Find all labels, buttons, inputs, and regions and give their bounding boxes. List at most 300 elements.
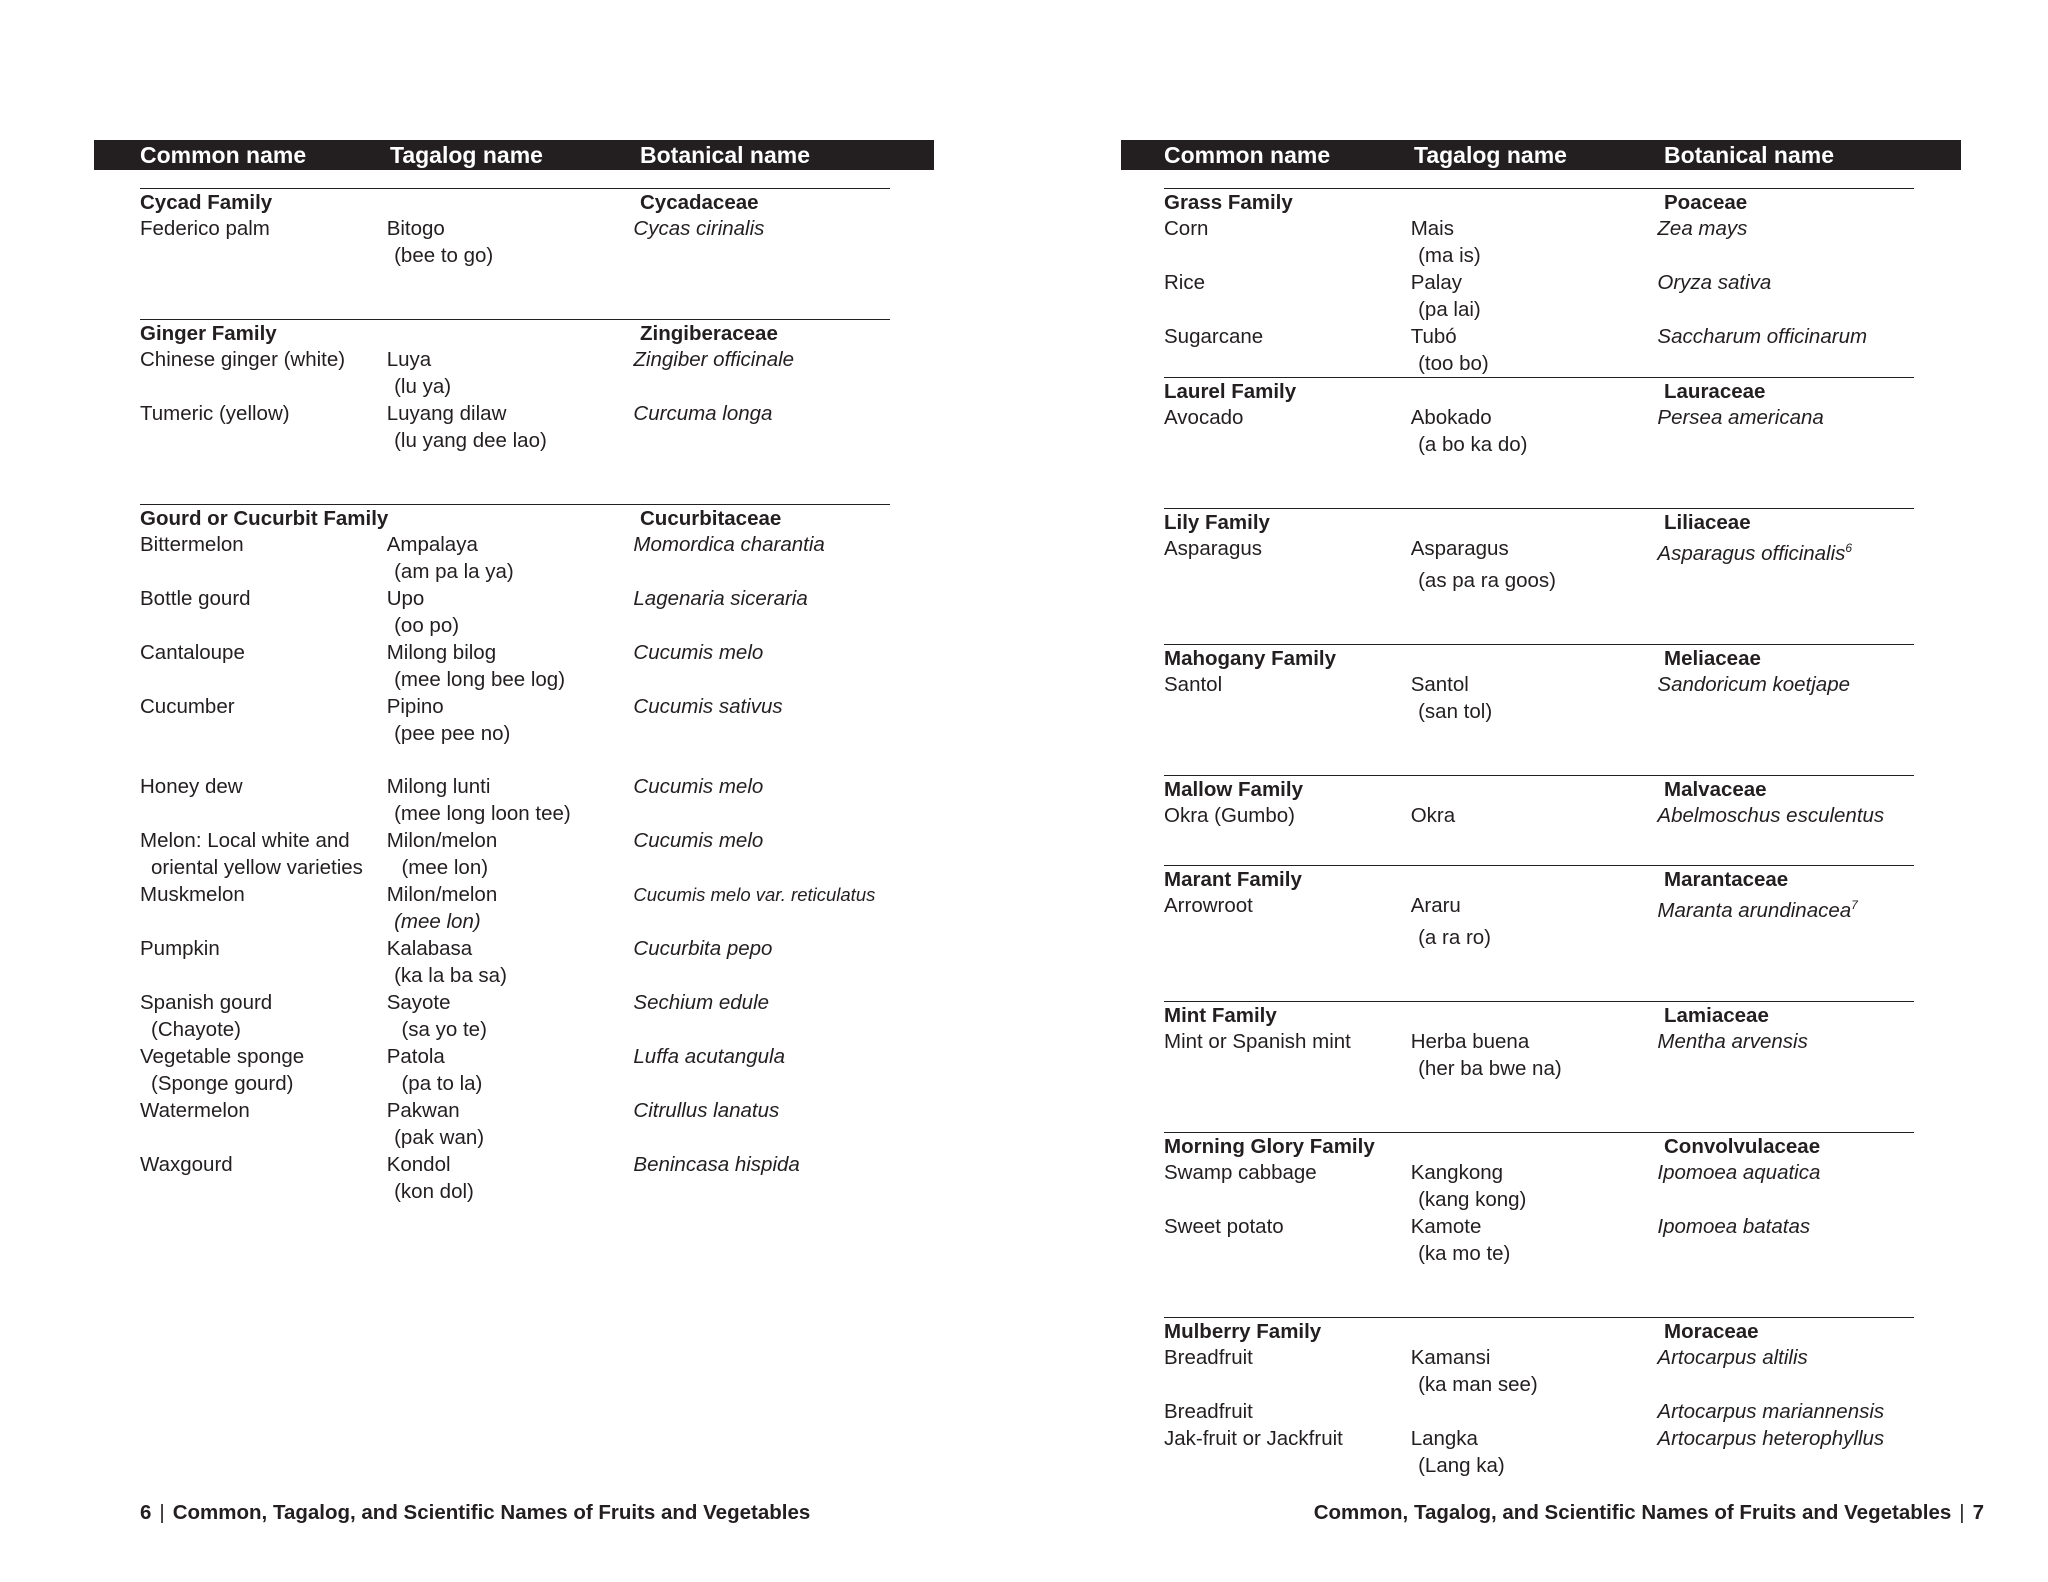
table-row — [1164, 1371, 1914, 1398]
botanical-name — [633, 1151, 890, 1178]
botanical-name — [1661, 567, 1914, 594]
family-header — [140, 320, 890, 346]
table-row — [1164, 323, 1914, 350]
tagalog-name: (kon dol) — [394, 1180, 474, 1203]
tagalog-name: Pakwan — [386, 1099, 460, 1122]
family-botanical: Convolvulaceae — [1664, 1134, 1821, 1158]
table-row — [140, 639, 890, 666]
botanical-text: Momordica charantia — [633, 533, 825, 556]
family-name: Lily Family — [1164, 511, 1270, 534]
family-botanical: Cycadaceae — [640, 191, 759, 214]
botanical-text: Ipomoea aquatica — [1657, 1160, 1821, 1184]
common-name — [1164, 350, 1407, 377]
table-body — [1164, 188, 1914, 1479]
table-row — [140, 1043, 890, 1070]
family-header — [1164, 509, 1914, 535]
common-name: Mint or Spanish mint — [1164, 1029, 1351, 1053]
table-row — [1164, 350, 1914, 377]
table-body — [140, 188, 890, 1205]
tagalog-name: (a bo ka do) — [1418, 433, 1528, 456]
header-tagalog: Tagalog name — [390, 142, 543, 168]
common-name — [140, 908, 383, 935]
botanical-name — [1657, 323, 1914, 350]
tagalog-name: (pee pee no) — [394, 722, 511, 745]
family-section — [1164, 865, 1914, 951]
common-name: Santol — [1164, 672, 1223, 696]
table-row — [140, 612, 890, 639]
table-row — [140, 427, 890, 454]
family-header — [140, 189, 890, 215]
tagalog-name: Kalabasa — [386, 937, 473, 960]
table-row — [140, 827, 890, 854]
common-name: Bottle gourd — [140, 587, 251, 610]
tagalog-name: (sa yo te) — [401, 1018, 487, 1041]
table-row — [140, 1070, 890, 1097]
botanical-text: Cucumis melo — [633, 641, 764, 664]
tagalog-name: (san tol) — [1418, 699, 1493, 723]
tagalog-name: (pa to la) — [401, 1072, 483, 1095]
botanical-text: Persea americana — [1657, 406, 1824, 429]
tagalog-name: (Lang ka) — [1418, 1453, 1505, 1477]
family-section — [1164, 508, 1914, 594]
botanical-name — [633, 639, 890, 666]
botanical-name — [633, 989, 890, 1016]
botanical-name — [637, 558, 890, 585]
common-name — [140, 427, 383, 454]
common-name: Tumeric (yellow) — [140, 402, 290, 425]
tagalog-name: Herba buena — [1410, 1029, 1530, 1053]
family-header — [1164, 1002, 1914, 1028]
table-row — [1164, 215, 1914, 242]
family-section — [1164, 188, 1914, 377]
family-name: Mahogany Family — [1164, 646, 1337, 670]
common-name: Vegetable sponge — [140, 1045, 305, 1068]
table-row — [140, 346, 890, 373]
common-name: Breadfruit — [1164, 1345, 1253, 1369]
tagalog-name: Milong bilog — [386, 641, 497, 664]
botanical-name — [1661, 924, 1914, 951]
botanical-text: Abelmoschus esculentus — [1657, 803, 1885, 827]
common-name: (Chayote) — [151, 1018, 242, 1041]
family-name: Gourd or Cucurbit Family — [140, 507, 389, 530]
botanical-text: Artocarpus heterophyllus — [1657, 1426, 1885, 1450]
family-header — [1164, 776, 1914, 802]
family-name: Cycad Family — [140, 191, 273, 214]
tagalog-name: (mee long bee log) — [394, 668, 566, 691]
botanical-name — [1661, 1240, 1914, 1267]
right-page — [1024, 0, 2048, 1582]
table-row — [140, 1124, 890, 1151]
common-name — [140, 558, 383, 585]
botanical-text: Citrullus lanatus — [633, 1099, 780, 1122]
common-name: Corn — [1164, 217, 1209, 240]
family-name: Grass Family — [1164, 191, 1293, 214]
family-name: Morning Glory Family — [1164, 1134, 1375, 1158]
table-row — [1164, 1398, 1914, 1425]
botanical-name — [1657, 215, 1914, 242]
botanical-text: Zea mays — [1657, 217, 1748, 240]
tagalog-name: Kamansi — [1410, 1345, 1491, 1369]
family-section — [140, 319, 890, 454]
table-row — [140, 908, 890, 935]
botanical-name — [637, 242, 890, 269]
page-number: 7 — [1972, 1501, 1984, 1524]
botanical-name — [637, 373, 890, 400]
family-section — [1164, 1132, 1914, 1267]
table-row — [1164, 296, 1914, 323]
botanical-name — [633, 773, 890, 800]
tagalog-name: (mee lon) — [401, 856, 489, 879]
botanical-name — [1661, 1055, 1914, 1082]
tagalog-name: Tubó — [1410, 325, 1457, 348]
botanical-name — [1661, 1186, 1914, 1213]
header-botanical: Botanical name — [1664, 142, 1834, 168]
common-name: Swamp cabbage — [1164, 1160, 1317, 1184]
family-section — [1164, 775, 1914, 829]
botanical-name — [633, 881, 890, 908]
family-botanical: Lauraceae — [1664, 380, 1766, 403]
tagalog-name: (kang kong) — [1418, 1187, 1527, 1211]
common-name: Cantaloupe — [140, 641, 245, 664]
tagalog-name — [1411, 1398, 1658, 1425]
tagalog-name: (oo po) — [394, 614, 460, 637]
header-common: Common name — [140, 142, 307, 168]
botanical-name — [641, 1016, 890, 1043]
common-name — [140, 800, 383, 827]
table-row — [140, 531, 890, 558]
botanical-text: Maranta arundinacea — [1657, 898, 1852, 922]
botanical-name — [633, 1043, 890, 1070]
table-row — [1164, 1452, 1914, 1479]
header-botanical: Botanical name — [640, 142, 810, 168]
header-tagalog: Tagalog name — [1414, 142, 1567, 168]
common-name — [140, 373, 383, 400]
tagalog-name: Kamote — [1410, 1214, 1482, 1238]
common-name — [1164, 698, 1407, 725]
common-name: Sugarcane — [1164, 325, 1264, 348]
common-name: Honey dew — [140, 775, 243, 798]
tagalog-name: (ka la ba sa) — [394, 964, 507, 987]
table-row — [140, 989, 890, 1016]
tagalog-name: Araru — [1410, 893, 1461, 917]
family-botanical: Cucurbitaceae — [640, 507, 782, 530]
family-botanical: Malvaceae — [1664, 777, 1767, 801]
botanical-name — [1657, 1425, 1914, 1452]
common-name: Pumpkin — [140, 937, 220, 960]
table-row — [1164, 1159, 1914, 1186]
family-section — [1164, 1001, 1914, 1082]
common-name: Okra (Gumbo) — [1164, 803, 1295, 827]
common-name: Rice — [1164, 271, 1206, 294]
botanical-name — [1657, 535, 1914, 567]
tagalog-name: Kondol — [386, 1153, 451, 1176]
tagalog-name: (mee lon) — [394, 910, 481, 933]
botanical-name — [1657, 892, 1914, 924]
common-name — [1164, 296, 1407, 323]
common-name: Waxgourd — [140, 1153, 233, 1176]
footnote-marker: 7 — [1851, 897, 1858, 912]
tagalog-name: (as pa ra goos) — [1418, 568, 1556, 592]
common-name: Jak-fruit or Jackfruit — [1164, 1426, 1343, 1450]
botanical-text: Mentha arvensis — [1657, 1029, 1808, 1053]
botanical-name — [637, 666, 890, 693]
family-section — [140, 504, 890, 1205]
tagalog-name: (too bo) — [1418, 352, 1489, 375]
tagalog-name: (ka man see) — [1418, 1372, 1538, 1396]
table-row — [1164, 1028, 1914, 1055]
botanical-name — [633, 935, 890, 962]
botanical-name — [1661, 350, 1914, 377]
family-name: Mulberry Family — [1164, 1319, 1322, 1343]
table-row — [140, 800, 890, 827]
table-row — [140, 585, 890, 612]
botanical-name — [637, 1124, 890, 1151]
table-row — [140, 666, 890, 693]
botanical-text: Cucurbita pepo — [633, 937, 773, 960]
botanical-name — [637, 1178, 890, 1205]
table-row — [1164, 1425, 1914, 1452]
botanical-name — [1657, 1028, 1914, 1055]
family-botanical: Moraceae — [1664, 1319, 1759, 1343]
table-row — [140, 558, 890, 585]
common-name — [140, 1124, 383, 1151]
tagalog-name: (lu yang dee lao) — [394, 429, 547, 452]
common-name: Cucumber — [140, 695, 235, 718]
common-name: Asparagus — [1164, 537, 1263, 560]
common-name — [140, 962, 383, 989]
botanical-name — [1661, 1371, 1914, 1398]
common-name: Chinese ginger (white) — [140, 348, 346, 371]
botanical-name — [1657, 1159, 1914, 1186]
botanical-name — [1661, 296, 1914, 323]
tagalog-name: Milong lunti — [386, 775, 491, 798]
tagalog-name: Milon/melon — [386, 883, 498, 906]
family-name: Mallow Family — [1164, 777, 1303, 801]
common-name — [1164, 924, 1407, 951]
family-header — [1164, 1318, 1914, 1344]
tagalog-name: Patola — [386, 1045, 445, 1068]
table-row — [1164, 698, 1914, 725]
family-section — [1164, 1317, 1914, 1479]
header-common: Common name — [1164, 142, 1331, 168]
table-row — [1164, 1240, 1914, 1267]
botanical-name — [637, 720, 890, 747]
common-name: oriental yellow varieties — [151, 856, 363, 879]
botanical-name — [633, 215, 890, 242]
common-name — [140, 666, 383, 693]
common-name — [140, 1178, 383, 1205]
table-row — [1164, 1186, 1914, 1213]
botanical-name — [1657, 1398, 1914, 1425]
family-name: Mint Family — [1164, 1003, 1277, 1027]
common-name — [140, 612, 383, 639]
family-header — [1164, 1133, 1914, 1159]
botanical-text: Oryza sativa — [1657, 271, 1772, 294]
tagalog-name: (pak wan) — [394, 1126, 485, 1149]
table-row — [1164, 924, 1914, 951]
botanical-name — [1661, 698, 1914, 725]
family-section — [140, 188, 890, 269]
tagalog-name: Luya — [386, 348, 432, 371]
common-name: Sweet potato — [1164, 1214, 1284, 1238]
table-row — [140, 881, 890, 908]
table-row — [140, 1178, 890, 1205]
botanical-name — [637, 612, 890, 639]
table-row — [140, 373, 890, 400]
table-row — [140, 400, 890, 427]
botanical-text: Luffa acutangula — [633, 1045, 786, 1068]
tagalog-name: Palay — [1410, 271, 1462, 294]
common-name — [1164, 242, 1407, 269]
page-number: 6 — [140, 1501, 152, 1524]
common-name: Melon: Local white and — [140, 829, 350, 852]
table-row — [1164, 892, 1914, 924]
common-name: Arrowroot — [1164, 893, 1253, 917]
table-row — [140, 242, 890, 269]
table-row — [1164, 431, 1914, 458]
botanical-name — [633, 585, 890, 612]
botanical-text: Cucumis melo — [633, 829, 764, 852]
family-botanical: Zingiberaceae — [640, 322, 778, 345]
common-name: Breadfruit — [1164, 1399, 1253, 1423]
common-name: Muskmelon — [140, 883, 245, 906]
tagalog-name: Luyang dilaw — [386, 402, 507, 425]
family-botanical: Lamiaceae — [1664, 1003, 1769, 1027]
footer-title: Common, Tagalog, and Scientific Names of Fruits and Vegetables — [172, 1501, 811, 1524]
botanical-text: Ipomoea batatas — [1657, 1214, 1811, 1238]
family-name: Marant Family — [1164, 867, 1302, 891]
common-name — [1164, 1371, 1407, 1398]
table-row — [140, 773, 890, 800]
table-row — [140, 1151, 890, 1178]
footer-title: Common, Tagalog, and Scientific Names of Fruits and Vegetables — [1313, 1501, 1952, 1524]
table-row — [1164, 269, 1914, 296]
tagalog-name: Ampalaya — [386, 533, 478, 556]
botanical-name — [637, 908, 890, 935]
botanical-text: Benincasa hispida — [633, 1153, 800, 1176]
botanical-name — [637, 427, 890, 454]
botanical-name — [633, 346, 890, 373]
tagalog-name: (bee to go) — [394, 244, 494, 267]
botanical-name — [1661, 431, 1914, 458]
footnote-marker: 6 — [1845, 541, 1853, 555]
family-header — [1164, 378, 1914, 404]
botanical-text: Cycas cirinalis — [633, 217, 765, 240]
table-row — [140, 1097, 890, 1124]
table-row — [140, 215, 890, 242]
tagalog-name: Asparagus — [1410, 537, 1509, 560]
common-name — [1164, 1186, 1407, 1213]
botanical-name — [1657, 802, 1914, 829]
common-name: Bittermelon — [140, 533, 244, 556]
family-section — [1164, 377, 1914, 458]
tagalog-name: (ma is) — [1418, 244, 1481, 267]
botanical-name — [641, 1070, 890, 1097]
botanical-name — [1657, 269, 1914, 296]
table-row — [140, 854, 890, 881]
botanical-text: Artocarpus altilis — [1657, 1345, 1808, 1369]
common-name — [1164, 567, 1407, 594]
tagalog-name: Pipino — [386, 695, 444, 718]
tagalog-name: Mais — [1410, 217, 1454, 240]
table-row — [140, 693, 890, 720]
tagalog-name: Langka — [1410, 1426, 1478, 1450]
table-row — [1164, 567, 1914, 594]
botanical-name — [633, 531, 890, 558]
botanical-text: Cucumis melo — [633, 775, 764, 798]
page-footer — [140, 1498, 810, 1528]
tagalog-name: Abokado — [1410, 406, 1492, 429]
tagalog-name: (pa lai) — [1418, 298, 1481, 321]
common-name — [140, 720, 383, 747]
table-row — [140, 1016, 890, 1043]
family-botanical: Meliaceae — [1664, 646, 1761, 670]
tagalog-name: Kangkong — [1410, 1160, 1504, 1184]
family-name: Laurel Family — [1164, 380, 1297, 403]
family-header — [140, 505, 890, 531]
table-row — [1164, 242, 1914, 269]
botanical-name — [633, 1097, 890, 1124]
botanical-text: Sechium edule — [633, 991, 770, 1014]
common-name: (Sponge gourd) — [151, 1072, 294, 1095]
botanical-name — [1661, 1452, 1914, 1479]
botanical-name — [1657, 1213, 1914, 1240]
table-row — [1164, 1213, 1914, 1240]
common-name: Federico palm — [140, 217, 270, 240]
botanical-text: Curcuma longa — [633, 402, 773, 425]
family-botanical: Poaceae — [1664, 191, 1748, 214]
common-name — [1164, 1452, 1407, 1479]
botanical-text: Asparagus officinalis — [1657, 541, 1846, 565]
common-name — [140, 242, 383, 269]
table-row — [1164, 1055, 1914, 1082]
botanical-name — [1657, 404, 1914, 431]
common-name: Spanish gourd — [140, 991, 273, 1014]
botanical-name — [641, 854, 890, 881]
botanical-text: Sandoricum koetjape — [1657, 672, 1850, 696]
table-row — [1164, 671, 1914, 698]
tagalog-name: (ka mo te) — [1418, 1241, 1511, 1265]
family-botanical: Liliaceae — [1664, 511, 1751, 534]
botanical-name — [637, 800, 890, 827]
tagalog-name: (a ra ro) — [1418, 925, 1491, 949]
common-name — [1164, 431, 1407, 458]
tagalog-name: (mee long loon tee) — [394, 802, 571, 825]
tagalog-name: Santol — [1410, 672, 1469, 696]
botanical-name — [1657, 1344, 1914, 1371]
botanical-name — [1657, 671, 1914, 698]
tagalog-name: Sayote — [386, 991, 451, 1014]
botanical-name — [633, 400, 890, 427]
table-row — [1164, 1344, 1914, 1371]
family-header — [1164, 189, 1914, 215]
table-row — [140, 935, 890, 962]
table-header — [1121, 140, 1961, 170]
footer-separator: | — [1959, 1501, 1965, 1524]
tagalog-name: Bitogo — [386, 217, 445, 240]
common-name — [1164, 1240, 1407, 1267]
footer-separator: | — [159, 1501, 165, 1524]
tagalog-name: (lu ya) — [394, 375, 452, 398]
page-footer — [1314, 1498, 1984, 1528]
table-header — [94, 140, 934, 170]
table-row — [1164, 404, 1914, 431]
botanical-text: Saccharum officinarum — [1657, 325, 1868, 348]
tagalog-name: Milon/melon — [386, 829, 498, 852]
family-section — [1164, 644, 1914, 725]
botanical-name — [633, 827, 890, 854]
botanical-text: Artocarpus mariannensis — [1657, 1399, 1885, 1423]
